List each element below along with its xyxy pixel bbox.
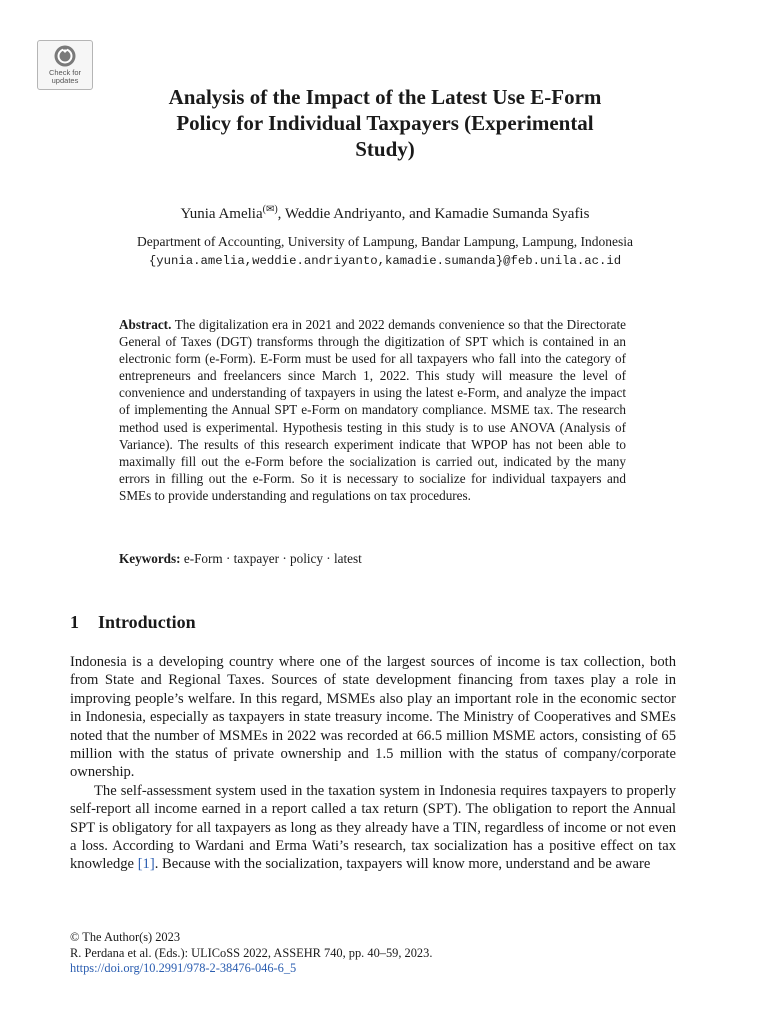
paragraph-2 — [70, 782, 676, 874]
author-emails: {yunia.amelia,weddie.andriyanto,kamadie.sumanda}@feb.unila.ac.id — [148, 254, 622, 268]
author-first: Yunia Amelia — [180, 206, 263, 222]
author-rest: , Weddie Andriyanto, and Kamadie Sumanda Syafis — [277, 206, 590, 222]
paragraph-1: Indonesia is a developing country where one of the largest sources of income is tax collection, both from State and Regional Taxes. Sources of state development financing from taxes play a role in improving people’s welfare. In this regard, MSMEs also play an important role in the economic sector in Indonesia, especially as taxpayers in state treasury income. The Ministry of Cooperatives and SMEs noted that the number of MSMEs in 2022 was recorded at 66.5 million MSME actors, consisting of 65 million with the status of private ownership and 1.5 million with the status of company/corporate ownership. — [70, 654, 676, 781]
section-title: Introduction — [98, 612, 196, 632]
check-for-updates-badge[interactable] — [37, 40, 93, 90]
author-list — [60, 200, 710, 224]
copyright-line: © The Author(s) 2023 — [70, 930, 181, 944]
keywords-text: e-Form · taxpayer · policy · latest — [183, 551, 362, 566]
affiliation: Department of Accounting, University of Lampung, Bandar Lampung, Lampung, Indonesia — [136, 234, 633, 249]
abstract-label: Abstract. — [119, 317, 172, 332]
citation-link-1[interactable]: [1] — [137, 856, 155, 873]
abstract — [119, 316, 626, 504]
paragraph-2-text: The self-assessment system used in the taxation system in Indonesia requires taxpayers to properly self-report all income earned in a report called a tax return (SPT). The obligation to report the Annual SPT is obligatory for all taxpayers as long as they already have a TIN, regardless of income or not even a loss. According to Wardani and Erma Wati’s research, tax socialization has a positive effect on tax knowledge — [70, 782, 676, 873]
doi-link[interactable]: https://doi.org/10.2991/978-2-38476-046-6_5 — [70, 961, 297, 975]
page-footer — [70, 930, 432, 977]
keywords-label: Keywords: — [119, 551, 181, 566]
citation-line: R. Perdana et al. (Eds.): ULICoSS 2022, ASSEHR 740, pp. 40–59, 2023. — [70, 945, 433, 960]
section-number: 1 — [70, 612, 79, 632]
paragraph-2-text-end: . Because with the socialization, taxpayers will know more, understand and be aware — [154, 856, 651, 873]
abstract-text: The digitalization era in 2021 and 2022 demands convenience so that the Directorate General of Taxes (DGT) transforms through the digitization of SPT which is contained in an electronic form (e-Form). E-Form must be used for all taxpayers who fall into the category of entrepreneurs and freelancers since March 1, 2022. This study will measure the level of convenience and understanding of taxpayers in using the latest e-Form, and analyze the impact of implementing the Annual SPT e-Form on mandatory compliance. MSME tax. The research method used is experimental. Hypothesis testing in this study is to use ANOVA (Analysis of Variance). The results of this research experiment indicate that WPOP has not been able to maximally fill out the e-Form before the socialization is carried out, indicated by the many errors in filling out the e-Form. So it is necessary to socialize for individual taxpayers and SMEs to provide understanding and regulations on tax procedures. — [119, 317, 626, 503]
section-body — [70, 653, 676, 874]
corresponding-author-mark[interactable]: (✉) — [262, 204, 278, 215]
section-heading — [70, 612, 196, 633]
keywords — [119, 550, 626, 568]
badge-label: Check for updates — [48, 68, 82, 85]
check-updates-icon — [53, 44, 77, 68]
paper-title: Analysis of the Impact of the Latest Use E-Form Policy for Individual Taxpayers (Experimental Study) — [168, 85, 602, 161]
